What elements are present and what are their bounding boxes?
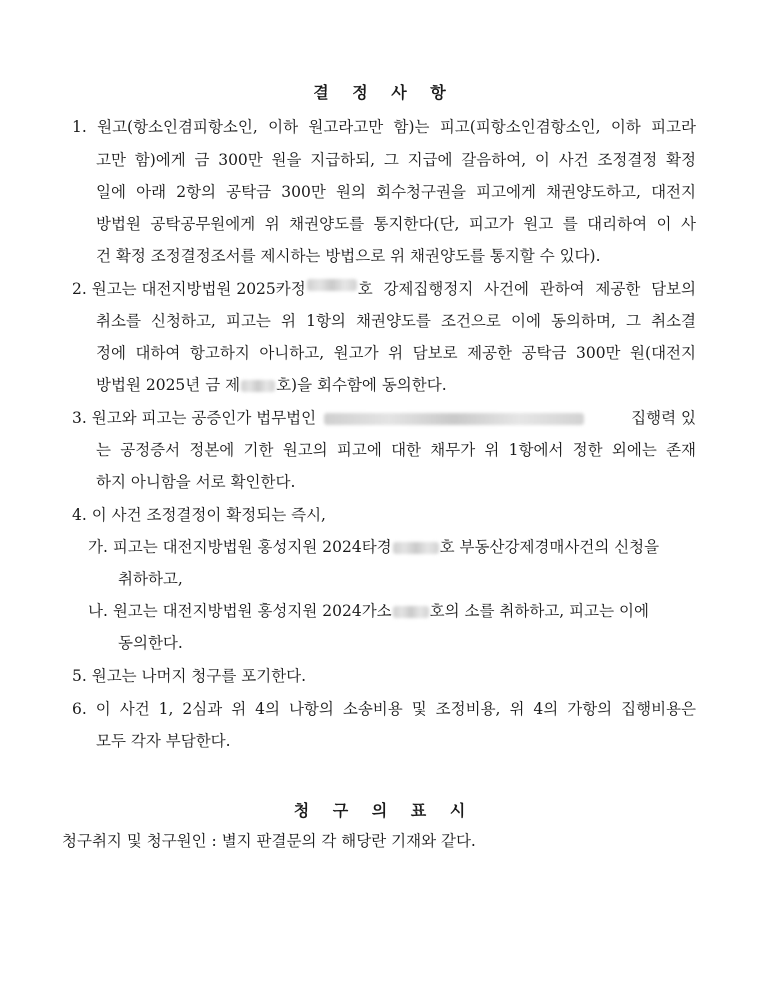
item-4-ga-line-2: 취하하고,: [118, 570, 183, 588]
item-4-ga-part-a: 가. 피고는 대전지방법원 홍성지원 2024타경: [88, 538, 392, 556]
item-2-line-2: 취소를 신청하고, 피고는 위 1항의 채권양도를 조건으로 이에 동의하며, 그 취소결: [96, 312, 696, 330]
item-4-line-1: 4. 이 사건 조정결정이 확정되는 즉시,: [72, 506, 326, 524]
item-4-na-line-2: 동의한다.: [118, 634, 183, 652]
item-1-line-1: 1. 원고(항소인겸피항소인, 이하 원고라고만 함)는 피고(피항소인겸항소인, 이하 피고라: [72, 118, 696, 136]
item-6-line-2: 모두 각자 부담한다.: [96, 732, 231, 750]
item-4-na-part-b: 호의 소를 취하하고, 피고는 이에: [429, 602, 649, 620]
item-4-ga-part-b: 호 부동산강제경매사건의 신청을: [439, 538, 660, 556]
claim-heading: 청 구 의 표 시: [293, 801, 475, 820]
redacted-law-firm: [324, 413, 584, 425]
item-2-line-4: [96, 375, 447, 395]
item-2-line-1-part-a: 2. 원고는 대전지방법원 2025카정: [72, 280, 306, 298]
item-2-line-4-part-b: 호)을 회수함에 동의한다.: [276, 376, 447, 394]
item-4-na-line-1: [88, 601, 696, 621]
item-4-na-part-a: 나. 원고는 대전지방법원 홍성지원 2024가소: [88, 602, 392, 620]
item-3-line-2: 는 공정증서 정본에 기한 원고의 피고에 대한 채무가 위 1항에서 정한 외에는 존재: [96, 441, 696, 459]
item-4-ga-line-1: [88, 537, 696, 557]
redacted-lawsuit-number: [393, 606, 429, 618]
item-1-line-3: 일에 아래 2항의 공탁금 300만 원의 회수청구권을 피고에게 채권양도하고, 대전지: [96, 183, 696, 201]
redacted-auction-number: [393, 542, 439, 554]
item-5-line-1: 5. 원고는 나머지 청구를 포기한다.: [72, 667, 307, 685]
item-1-line-2: 고만 함)에게 금 300만 원을 지급하되, 그 지급에 갈음하여, 이 사건 조정결정 확정: [96, 151, 696, 169]
item-3-line-3: 하지 아니함을 서로 확인한다.: [96, 473, 296, 491]
item-3-line-1-part-a: 3. 원고와 피고는 공증인가 법무법인: [72, 409, 317, 427]
item-1-line-4: 방법원 공탁공무원에게 위 채권양도를 통지한다(단, 피고가 원고 를 대리하여 이 사: [96, 215, 696, 233]
item-6-line-1: 6. 이 사건 1, 2심과 위 4의 나항의 소송비용 및 조정비용, 위 4의 가항의 집행비용은: [72, 700, 696, 718]
item-1-line-5: 건 확정 조정결정조서를 제시하는 방법으로 위 채권양도를 통지할 수 있다).: [96, 247, 601, 265]
decision-heading: 결 정 사 항: [313, 83, 455, 102]
item-2-line-1: [72, 279, 696, 299]
claim-text: 청구취지 및 청구원인 : 별지 판결문의 각 해당란 기재와 같다.: [62, 832, 476, 850]
item-3-line-1-part-b: 집행력 있: [631, 409, 696, 427]
redacted-deposit-number: [241, 380, 275, 392]
redacted-case-number: [307, 279, 357, 291]
item-2-line-4-part-a: 방법원 2025년 금 제: [96, 376, 241, 394]
item-2-line-1-part-b: 호 강제집행정지 사건에 관하여 제공한 담보의: [357, 280, 696, 298]
item-2-line-3: 정에 대하여 항고하지 아니하고, 원고가 위 담보로 제공한 공탁금 300만 원(대전지: [96, 344, 696, 362]
item-3-line-1: [72, 408, 696, 428]
